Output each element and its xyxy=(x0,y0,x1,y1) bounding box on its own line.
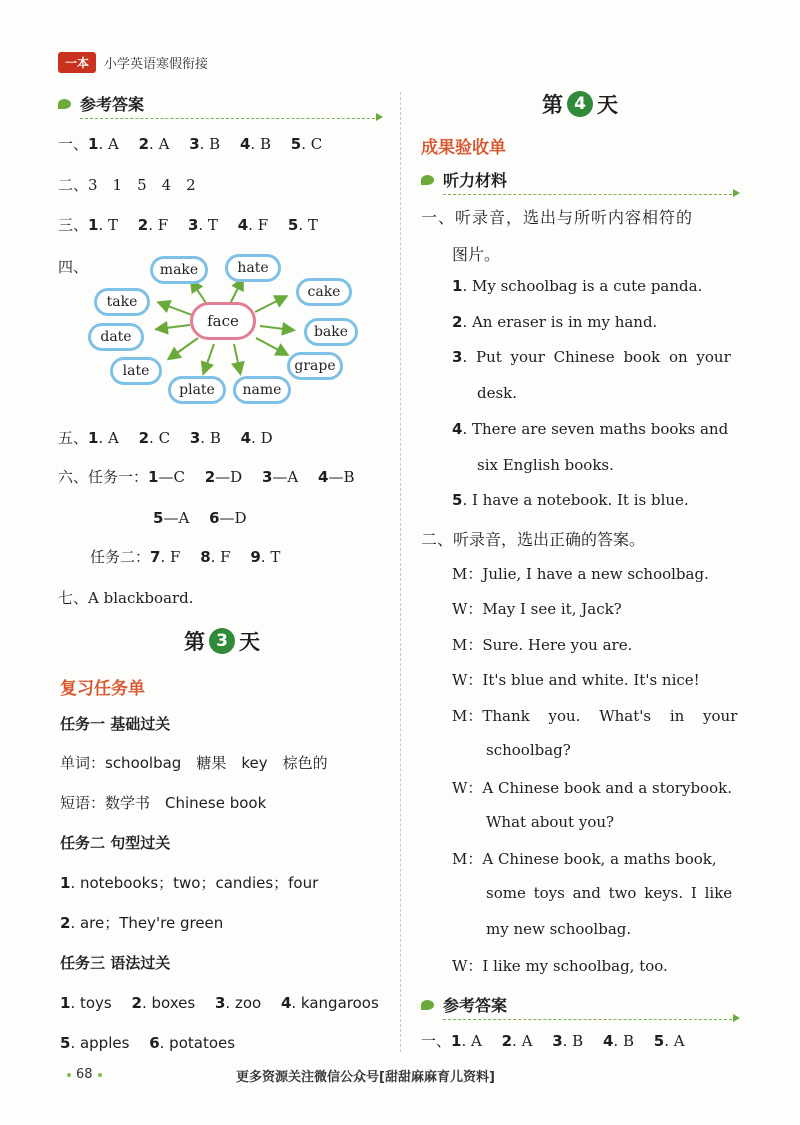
dialogue-line: W：I like my schoolbag, too. xyxy=(452,957,668,975)
word-bubble-name: name xyxy=(233,376,291,404)
section-answers-left xyxy=(58,92,144,115)
dialogue-line-cont: schoolbag? xyxy=(486,741,571,759)
arrow-cake xyxy=(255,297,285,312)
task-2-line-2: 2. are；They're green xyxy=(60,914,224,932)
dialogue-line: M：Thank you. What's in your xyxy=(452,707,738,725)
results-title: 成果验收单 xyxy=(421,138,506,158)
answer-line-6c: 任务二：7. F 8. F 9. T xyxy=(90,548,281,566)
phrase-line: 短语：数学书 Chinese book xyxy=(60,794,267,812)
arrow-date xyxy=(158,325,190,329)
dialogue-line: M：Sure. Here you are. xyxy=(452,636,633,654)
listening-item-cont: desk. xyxy=(477,384,518,402)
word-bubble-bake: bake xyxy=(304,318,358,346)
day-3-title: 第 3 天 xyxy=(184,630,260,654)
arrow-take xyxy=(160,303,192,315)
part-1-instruction-cont: 图片。 xyxy=(452,245,501,264)
arrow-icon xyxy=(733,1014,740,1022)
listening-item-cont: six English books. xyxy=(477,456,614,474)
listening-item: 1. My schoolbag is a cute panda. xyxy=(452,277,703,295)
leaf-icon xyxy=(58,99,71,109)
title-underline xyxy=(443,194,737,195)
word-bubble-cake: cake xyxy=(296,278,352,306)
arrow-bake xyxy=(260,326,292,330)
dialogue-line: M：A Chinese book, a maths book, xyxy=(452,850,717,868)
word-bubble-date: date xyxy=(88,323,144,351)
words-line: 单词：schoolbag 糖果 key 棕色的 xyxy=(60,754,328,772)
answer-line-3: 三、1. T 2. F 3. T 4. F 5. T xyxy=(58,216,318,234)
arrow-plate xyxy=(204,344,214,372)
word-bubble-take: take xyxy=(94,288,150,316)
brand-logo: 一本 xyxy=(58,52,96,73)
arrow-icon xyxy=(376,113,383,121)
word-bubble-plate: plate xyxy=(168,376,226,404)
footer-note: 更多资源关注微信公众号[甜甜麻麻育儿资料] xyxy=(236,1070,495,1085)
task-1-title: 任务一 基础过关 xyxy=(60,715,171,733)
listening-item: 2. An eraser is in my hand. xyxy=(452,313,658,331)
section-title: 参考答案 xyxy=(443,996,508,1015)
task-3-title: 任务三 语法过关 xyxy=(60,954,171,972)
listening-item: 4. There are seven maths books and xyxy=(452,420,729,438)
task-2-title: 任务二 句型过关 xyxy=(60,834,171,852)
dialogue-line: W：A Chinese book and a storybook. xyxy=(452,779,732,797)
arrow-grape xyxy=(256,338,286,354)
answer-line-1: 一、1. A 2. A 3. B 4. B 5. C xyxy=(58,135,323,153)
dialogue-line: W：It's blue and white. It's nice! xyxy=(452,671,700,689)
task-3-line-2: 5. apples 6. potatoes xyxy=(60,1034,236,1052)
dialogue-line-cont: What about you? xyxy=(486,813,615,831)
title-underline xyxy=(80,118,380,119)
mindmap-center-face: face xyxy=(190,302,256,340)
section-answers-right xyxy=(421,993,507,1016)
leaf-icon xyxy=(421,175,434,185)
day-4-title: 第 4 天 xyxy=(542,93,618,117)
arrow-name xyxy=(234,344,240,372)
word-bubble-make: make xyxy=(150,256,208,284)
task-2-line-1: 1. notebooks；two；candies；four xyxy=(60,874,319,892)
answer-line-2: 二、3 1 5 4 2 xyxy=(58,176,196,194)
dot-icon xyxy=(98,1073,102,1077)
section-title: 听力材料 xyxy=(443,171,508,190)
dot-icon xyxy=(67,1073,71,1077)
answer-line-6: 六、任务一：1—C 2—D 3—A 4—B xyxy=(58,468,355,486)
answer-line-right: 一、1. A 2. A 3. B 4. B 5. A xyxy=(421,1032,685,1050)
title-underline xyxy=(443,1019,737,1020)
word-bubble-late: late xyxy=(110,357,162,385)
listening-item: 3. Put your Chinese book on your xyxy=(452,348,731,366)
series-title: 小学英语寒假衔接 xyxy=(104,57,209,72)
answer-line-6b: 5—A 6—D xyxy=(153,509,247,527)
dialogue-line-cont: some toys and two keys. I like xyxy=(486,884,733,902)
part-1-instruction: 一、听录音，选出与所听内容相符的 xyxy=(421,208,694,227)
section-listening xyxy=(421,168,507,191)
part-2-instruction: 二、听录音，选出正确的答案。 xyxy=(421,530,646,549)
dialogue-line-cont: my new schoolbag. xyxy=(486,920,632,938)
review-task-title: 复习任务单 xyxy=(60,679,145,699)
arrow-icon xyxy=(733,189,740,197)
answer-line-5: 五、1. A 2. C 3. B 4. D xyxy=(58,429,273,447)
page-number: 68 xyxy=(62,1067,107,1082)
arrow-late xyxy=(170,338,198,358)
column-divider xyxy=(400,92,401,1052)
day-number-badge: 4 xyxy=(567,91,593,117)
arrow-hate xyxy=(230,280,242,304)
dialogue-line: W：May I see it, Jack? xyxy=(452,600,622,618)
task-3-line-1: 1. toys 2. boxes 3. zoo 4. kangaroos xyxy=(60,994,379,1012)
dialogue-line: M：Julie, I have a new schoolbag. xyxy=(452,565,709,583)
answer-line-7: 七、A blackboard. xyxy=(58,589,194,607)
word-bubble-grape: grape xyxy=(287,352,343,380)
day-number-badge: 3 xyxy=(209,628,235,654)
listening-item: 5. I have a notebook. It is blue. xyxy=(452,491,689,509)
section-title: 参考答案 xyxy=(80,95,145,114)
page-header xyxy=(58,52,208,73)
word-bubble-hate: hate xyxy=(225,254,281,282)
answer-line-4-label: 四、 xyxy=(58,258,89,276)
leaf-icon xyxy=(421,1000,434,1010)
